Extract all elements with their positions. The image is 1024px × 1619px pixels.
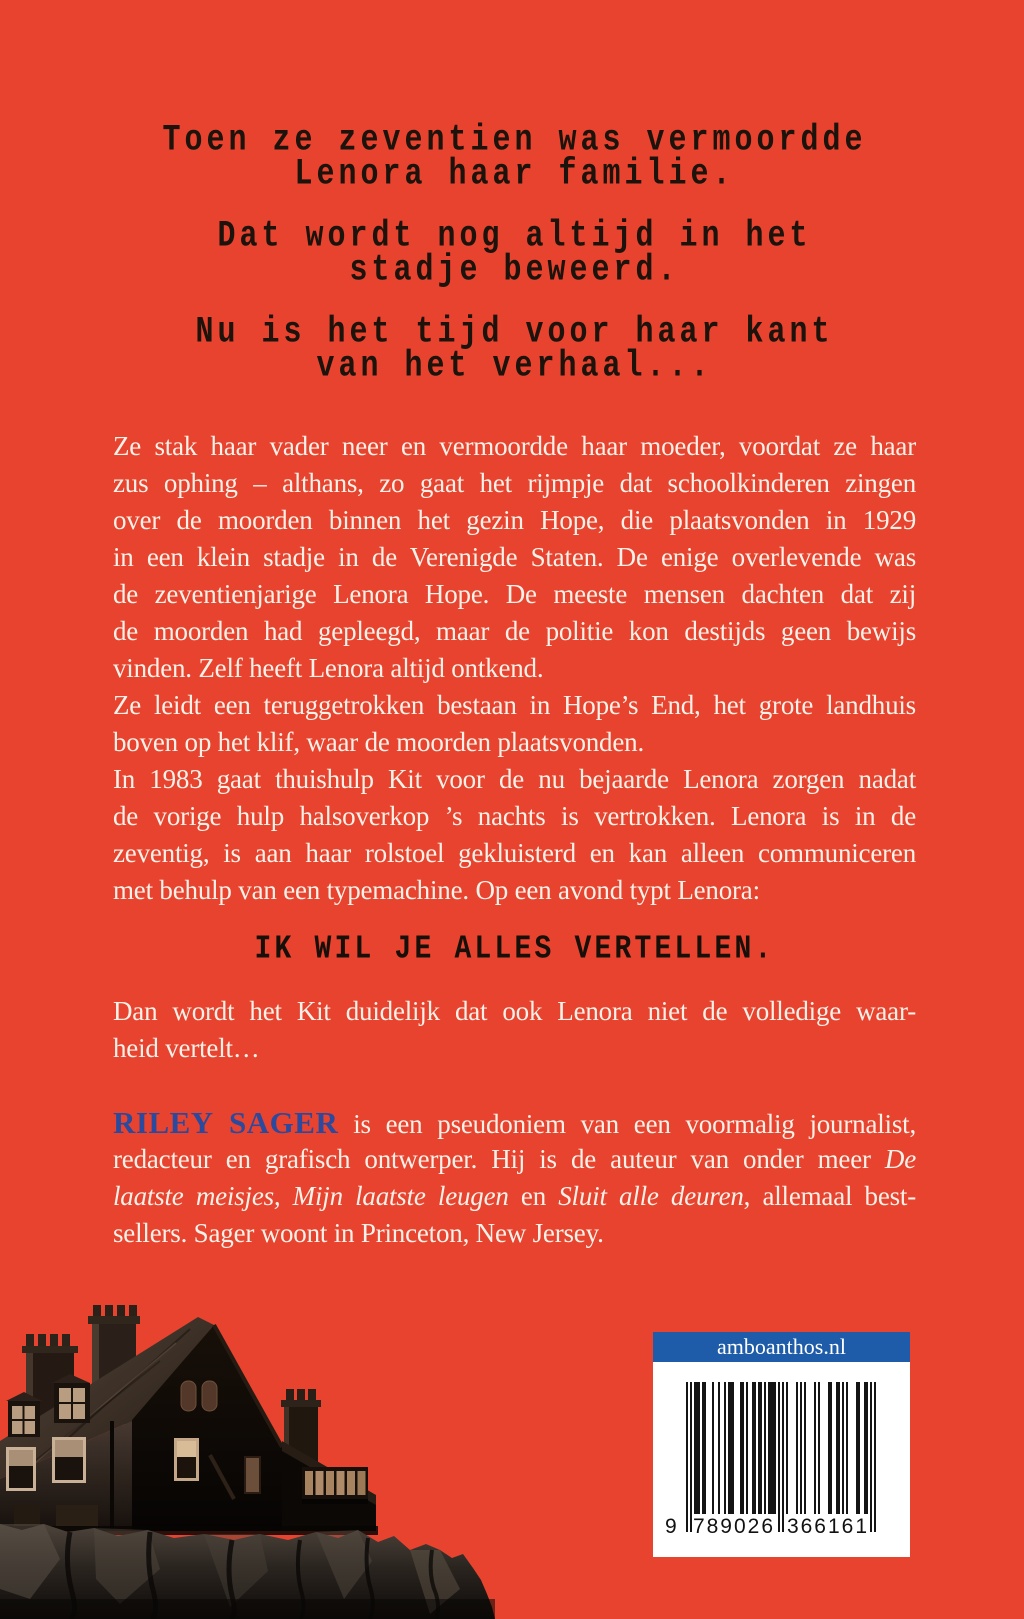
synopsis-line: over de moorden binnen het gezin Hope, die plaatsvonden in 1929 <box>113 505 916 535</box>
tagline-line: stadje beweerd. <box>349 250 680 292</box>
synopsis-line: In 1983 gaat thuishulp Kit voor de nu bejaarde Lenora zorgen nadat <box>113 764 916 794</box>
publisher-website: amboanthos.nl <box>653 1332 910 1362</box>
synopsis <box>113 428 916 909</box>
synopsis-line: in een klein stadje in de Verenigde Staten. De enige overlevende was <box>113 542 916 572</box>
author-bio-line <box>113 1141 916 1178</box>
author-bio-text: en <box>508 1181 559 1211</box>
tagline-line: Lenora haar familie. <box>294 154 735 196</box>
author-bio-text: redacteur en grafisch ontwerper. Hij is de auteur van onder meer <box>113 1144 885 1174</box>
author-bio <box>113 1104 916 1252</box>
tagline-stanza <box>113 312 916 388</box>
barcode-prefix-digit: 9 <box>665 1515 677 1538</box>
barcode-digits-group2: 366161 <box>786 1515 870 1538</box>
synopsis-line: boven op het klif, waar de moorden plaatsvonden. <box>113 727 644 757</box>
author-bio-line <box>113 1178 916 1215</box>
tagline-line: Dat wordt nog altijd in het <box>217 216 812 258</box>
author-bio-text: De <box>884 1144 916 1174</box>
house-on-cliff-illustration <box>0 1299 500 1619</box>
synopsis-line: de zeventienjarige Lenora Hope. De meeste mensen dachten dat zij <box>113 579 916 609</box>
closing-line: Dan wordt het Kit duidelijk dat ook Lenora niet de volledige waar- <box>113 996 916 1026</box>
closing-line: heid vertelt… <box>113 1033 260 1063</box>
publisher-label <box>653 1332 910 1557</box>
author-bio-text: laatste meisjes, Mijn laatste leugen <box>113 1181 509 1211</box>
author-bio-text: , allemaal best- <box>743 1181 916 1211</box>
author-bio-line <box>113 1215 916 1252</box>
author-name: RILEY SAGER <box>113 1105 339 1140</box>
author-bio-text: is een pseudoniem van een voormalig journalist, <box>338 1109 916 1139</box>
tagline <box>113 120 916 412</box>
synopsis-line: de moorden had gepleegd, maar de politie kon destijds geen bewijs <box>113 616 916 646</box>
synopsis-line: Ze leidt een teruggetrokken bestaan in Hope’s End, het grote landhuis <box>113 690 916 720</box>
synopsis-line: de vorige hulp halsoverkop ’s nachts is vertrokken. Lenora is in de <box>113 801 916 831</box>
tagline-line: Nu is het tijd voor haar kant <box>195 312 834 354</box>
typed-line: IK WIL JE ALLES VERTELLEN. <box>254 930 775 969</box>
synopsis-line: zus ophing – althans, zo gaat het rijmpje dat schoolkinderen zingen <box>113 468 916 498</box>
tagline-line: Toen ze zeventien was vermoordde <box>162 120 867 162</box>
conservatory-windows <box>302 1467 368 1504</box>
synopsis-line: zeventig, is aan haar rolstoel gekluisterd en kan alleen communiceren <box>113 838 916 868</box>
synopsis-line: met behulp van een typemachine. Op een avond typt Lenora: <box>113 875 760 905</box>
tagline-line: van het verhaal... <box>316 346 713 388</box>
closing-paragraph <box>113 993 916 1067</box>
author-bio-text: sellers. Sager woont in Princeton, New Jersey. <box>113 1218 604 1248</box>
tagline-stanza <box>113 120 916 196</box>
ean-barcode <box>686 1382 878 1532</box>
barcode-digits-group1: 789026 <box>692 1515 776 1538</box>
author-bio-line <box>113 1104 916 1141</box>
synopsis-line: Ze stak haar vader neer en vermoordde haar moeder, voordat ze haar <box>113 431 916 461</box>
author-bio-text: Sluit alle deuren <box>558 1181 744 1211</box>
tagline-stanza <box>113 216 916 292</box>
synopsis-line: vinden. Zelf heeft Lenora altijd ontkend. <box>113 653 544 683</box>
